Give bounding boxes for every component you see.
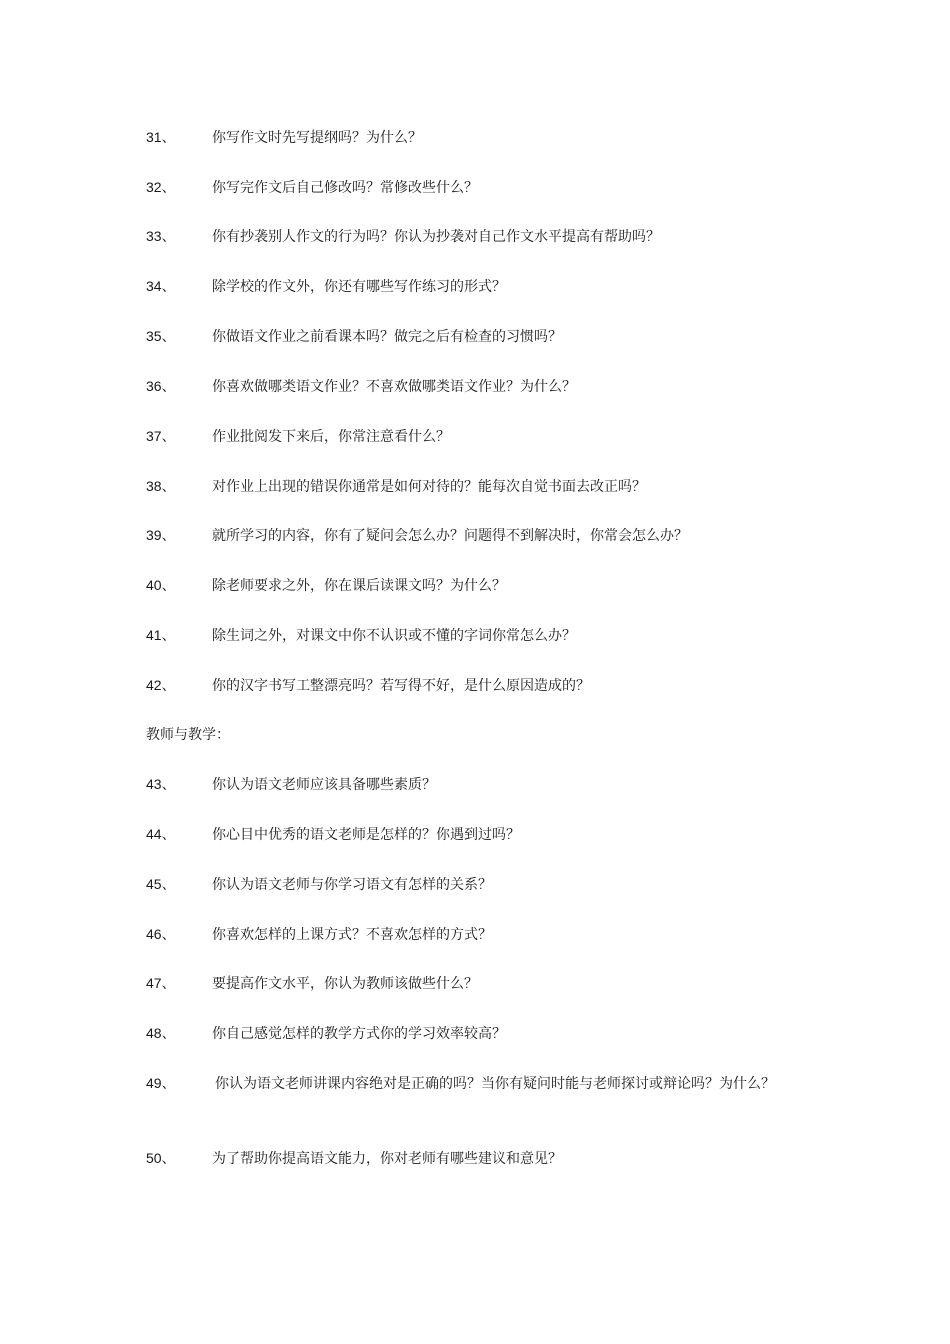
question-text: 就所学习的内容，你有了疑问会怎么办？问题得不到解决时，你常会怎么办？ <box>212 528 688 544</box>
question-text: 你有抄袭别人作文的行为吗？你认为抄袭对自己作文水平提高有帮助吗？ <box>212 229 660 245</box>
question-50 <box>146 1148 562 1169</box>
question-text: 除老师要求之外，你在课后读课文吗？为什么？ <box>212 578 506 594</box>
question-text: 你认为语文老师讲课内容绝对是正确的吗？当你有疑问时能与老师探讨或辩论吗？为什么？ <box>215 1076 775 1092</box>
question-39 <box>146 525 688 546</box>
question-45 <box>146 874 492 895</box>
question-number: 46、 <box>146 926 176 942</box>
question-46 <box>146 924 492 945</box>
question-31 <box>146 127 422 148</box>
question-text: 除学校的作文外，你还有哪些写作练习的形式？ <box>212 279 506 295</box>
question-number: 34、 <box>146 278 176 294</box>
question-44 <box>146 824 520 845</box>
question-36 <box>146 376 576 397</box>
question-number: 37、 <box>146 428 176 444</box>
question-text: 你做语文作业之前看课本吗？做完之后有检查的习惯吗？ <box>212 329 562 345</box>
question-34 <box>146 276 506 297</box>
question-49 <box>146 1073 826 1094</box>
question-text: 除生词之外，对课文中你不认识或不懂的字词你常怎么办？ <box>212 628 576 644</box>
question-number: 43、 <box>146 776 176 792</box>
question-number: 44、 <box>146 826 176 842</box>
question-40 <box>146 575 506 596</box>
question-32 <box>146 177 478 198</box>
question-41 <box>146 625 576 646</box>
question-number: 45、 <box>146 876 176 892</box>
question-text: 要提高作文水平，你认为教师该做些什么？ <box>212 976 478 992</box>
question-text: 作业批阅发下来后，你常注意看什么？ <box>212 429 450 445</box>
question-text: 为了帮助你提高语文能力，你对老师有哪些建议和意见？ <box>212 1151 562 1167</box>
question-number: 31、 <box>146 129 176 145</box>
question-33 <box>146 226 660 247</box>
question-text: 你认为语文老师与你学习语文有怎样的关系？ <box>212 877 492 893</box>
question-text: 你自己感觉怎样的教学方式你的学习效率较高？ <box>212 1026 506 1042</box>
question-number: 40、 <box>146 577 176 593</box>
question-number: 39、 <box>146 527 176 543</box>
question-text: 对作业上出现的错误你通常是如何对待的？能每次自觉书面去改正吗？ <box>212 479 646 495</box>
question-number: 38、 <box>146 478 176 494</box>
question-number: 33、 <box>146 228 176 244</box>
section-heading: 教师与教学： <box>146 727 230 743</box>
question-47 <box>146 973 478 994</box>
question-text: 你喜欢做哪类语文作业？不喜欢做哪类语文作业？为什么？ <box>212 379 576 395</box>
question-43 <box>146 774 436 795</box>
question-number: 47、 <box>146 975 176 991</box>
question-number: 41、 <box>146 627 176 643</box>
question-text: 你的汉字书写工整漂亮吗？若写得不好，是什么原因造成的？ <box>212 678 590 694</box>
question-text: 你写作文时先写提纲吗？为什么？ <box>212 130 422 146</box>
question-number: 35、 <box>146 328 176 344</box>
question-number: 50、 <box>146 1150 176 1166</box>
question-number: 32、 <box>146 179 176 195</box>
question-35 <box>146 326 562 347</box>
question-number: 42、 <box>146 677 176 693</box>
question-text: 你喜欢怎样的上课方式？不喜欢怎样的方式？ <box>212 927 492 943</box>
question-number: 36、 <box>146 378 176 394</box>
question-number: 48、 <box>146 1025 176 1041</box>
question-number: 49、 <box>146 1075 176 1091</box>
question-38 <box>146 476 646 497</box>
question-37 <box>146 426 450 447</box>
question-text: 你写完作文后自己修改吗？常修改些什么？ <box>212 180 478 196</box>
question-text: 你心目中优秀的语文老师是怎样的？你遇到过吗？ <box>212 827 520 843</box>
question-42 <box>146 675 590 696</box>
question-text: 你认为语文老师应该具备哪些素质？ <box>212 777 436 793</box>
question-48 <box>146 1023 506 1044</box>
